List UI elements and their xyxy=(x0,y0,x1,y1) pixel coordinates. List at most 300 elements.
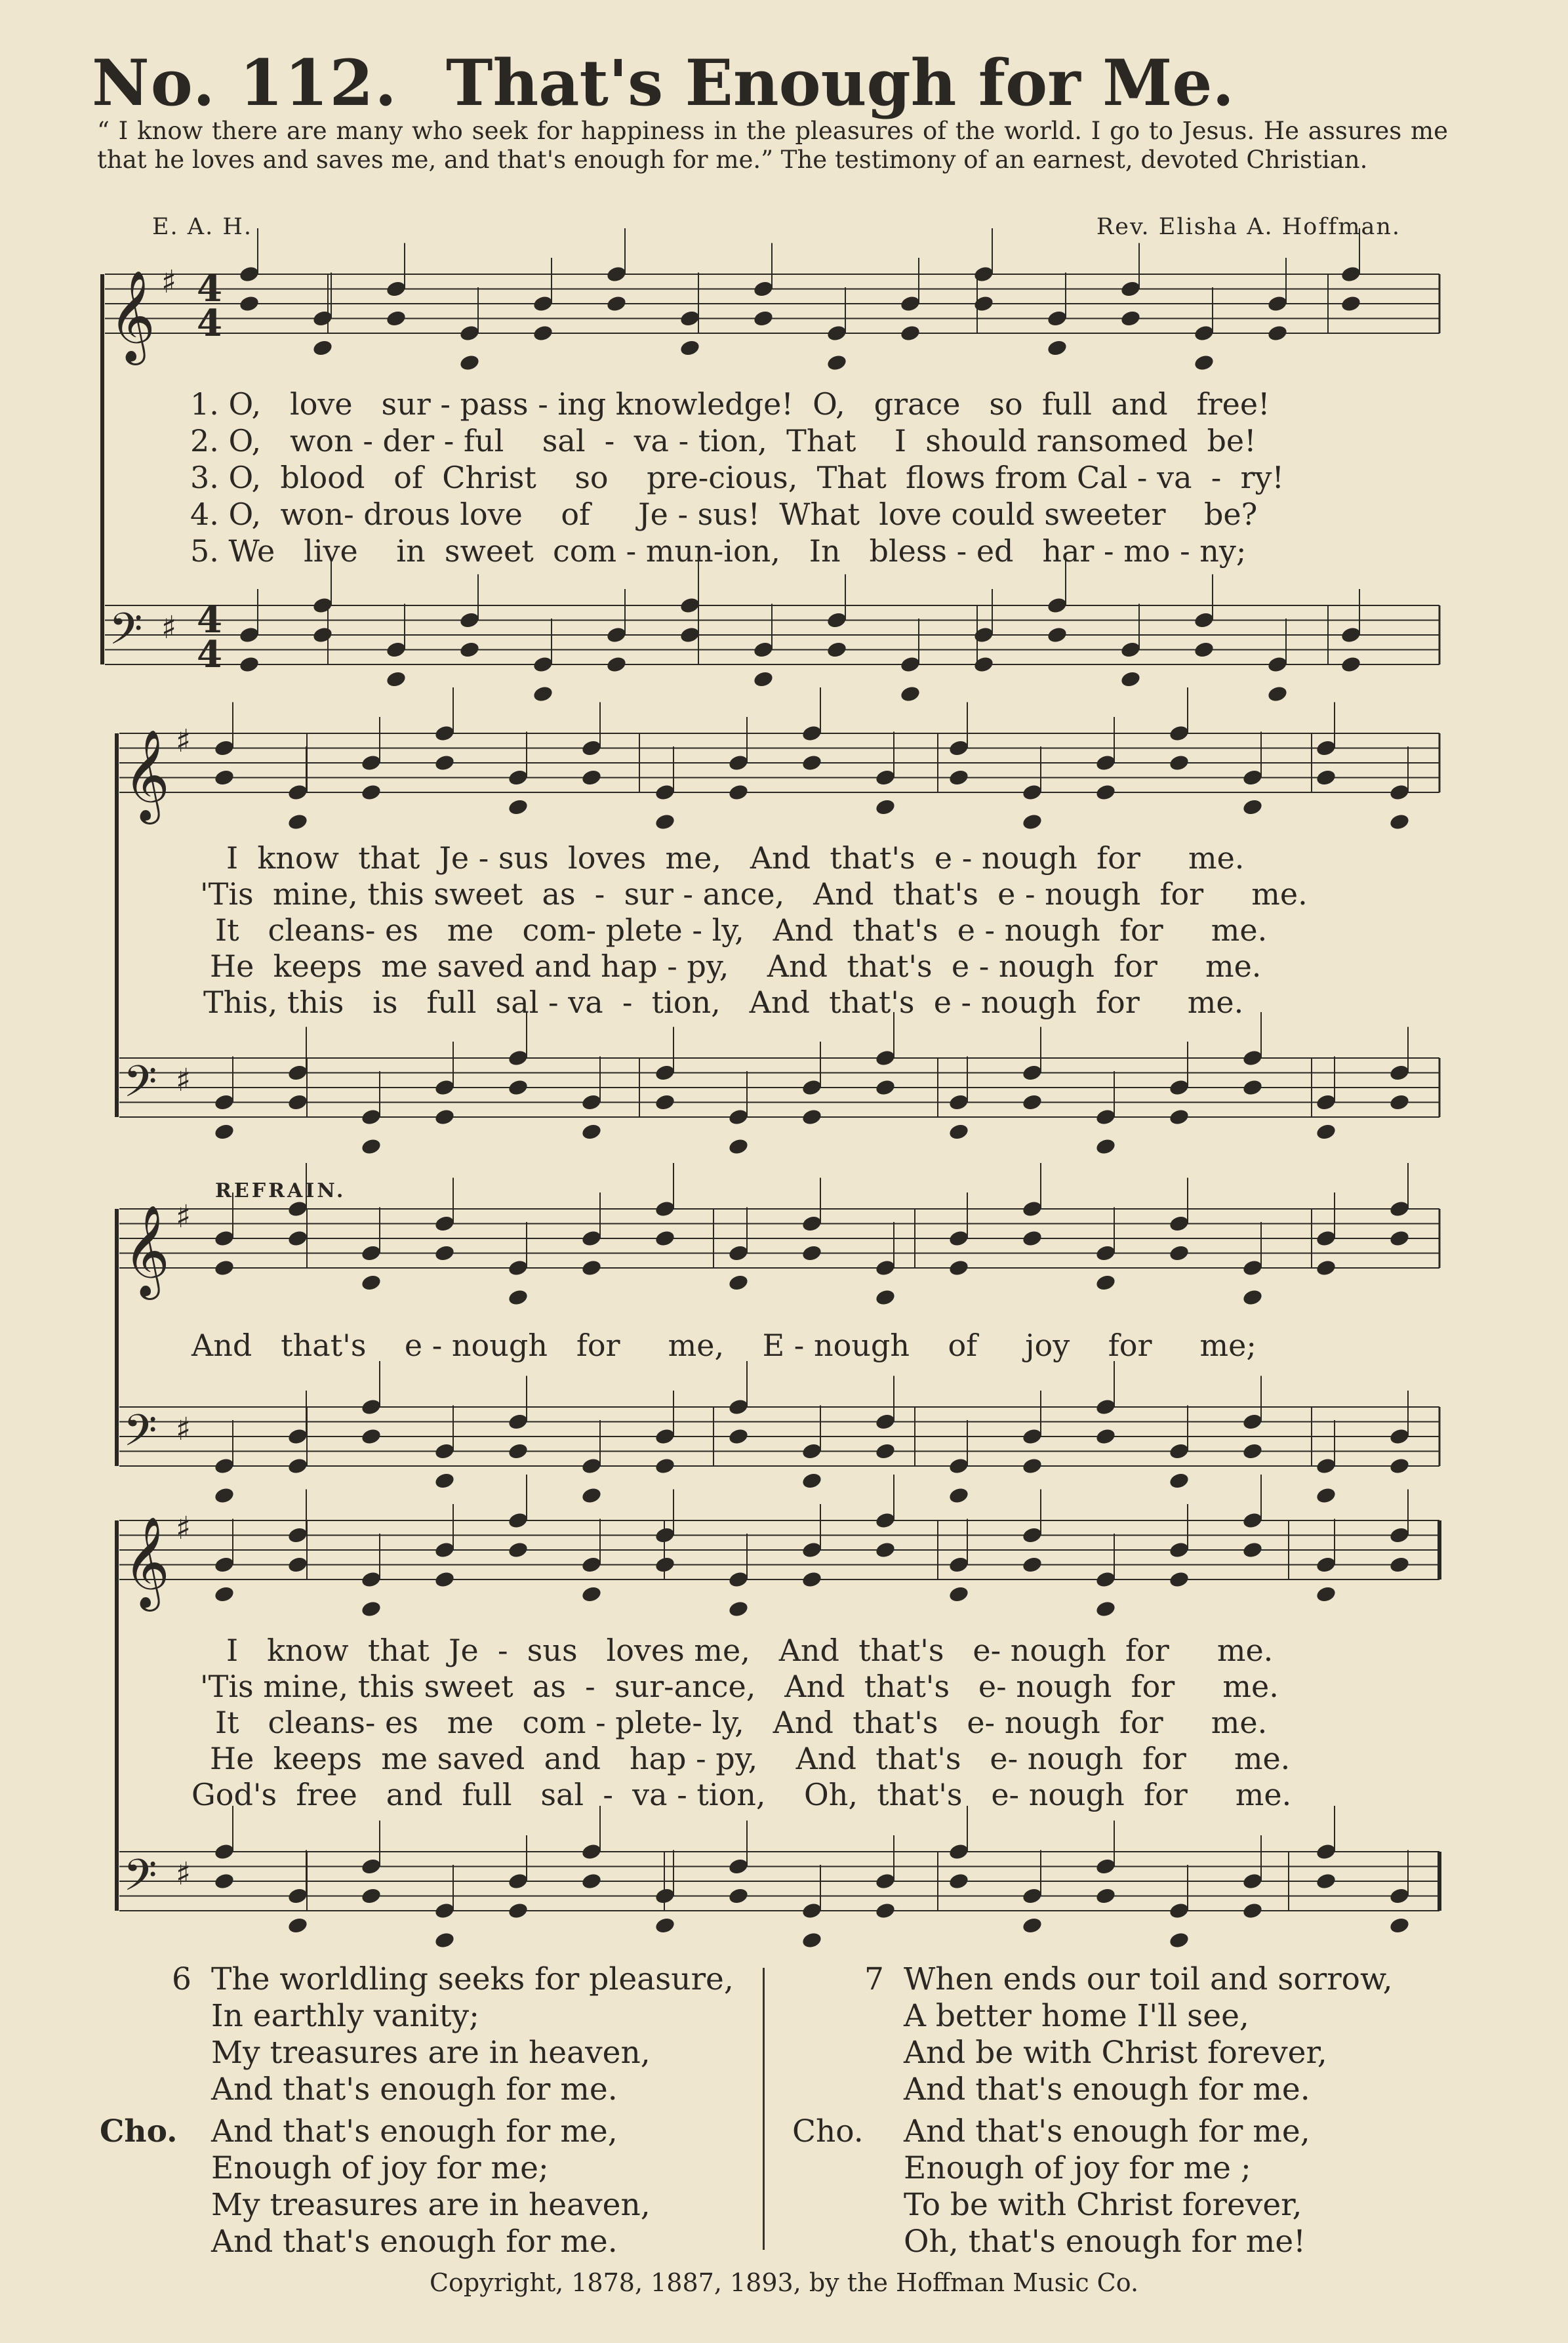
note-head xyxy=(727,1108,749,1126)
note-head xyxy=(1168,1902,1190,1920)
copyright: Copyright, 1878, 1887, 1893, by the Hoffman Music Co. xyxy=(429,2268,1139,2297)
treble-clef-icon: 𝄞 xyxy=(109,270,155,361)
note-head xyxy=(1388,1200,1410,1218)
note-head xyxy=(213,1843,235,1861)
note-head xyxy=(360,1273,382,1292)
note-head xyxy=(1315,1259,1337,1277)
note-head xyxy=(727,1244,749,1262)
stanza-line: And be with Christ forever, xyxy=(904,2035,1327,2071)
note-head xyxy=(312,596,333,615)
note-head xyxy=(1046,309,1068,327)
note-head xyxy=(973,295,994,313)
note-head xyxy=(948,1259,969,1277)
note-head xyxy=(1315,1457,1337,1475)
note-head xyxy=(213,1872,235,1890)
note-head xyxy=(1241,1288,1263,1307)
note-head xyxy=(1021,1886,1043,1905)
bass-clef-icon: 𝄢 xyxy=(123,1056,157,1118)
note-head xyxy=(801,1471,822,1490)
note-head xyxy=(1119,670,1141,688)
note-head xyxy=(287,1093,308,1111)
note-head xyxy=(213,1486,235,1505)
note-head xyxy=(1315,1843,1337,1861)
note-head xyxy=(654,1526,675,1544)
stanza-line: And that's enough for me. xyxy=(211,2071,618,2108)
note-head xyxy=(1119,640,1141,659)
verse-line: This, this is full sal - va - tion, And that's e - nough for me. xyxy=(203,985,1244,1020)
note-head xyxy=(752,279,774,298)
note-head xyxy=(874,768,896,786)
note-head xyxy=(1193,640,1215,659)
note-head xyxy=(874,1511,896,1530)
note-head xyxy=(1266,685,1288,703)
note-head xyxy=(826,611,847,629)
bass-clef-icon: 𝄢 xyxy=(123,1850,157,1911)
note-head xyxy=(507,1541,529,1559)
note-head xyxy=(580,1843,602,1861)
note-head xyxy=(605,626,627,644)
note-head xyxy=(213,739,235,757)
note-head xyxy=(1021,1427,1043,1446)
note-head xyxy=(213,1585,235,1603)
note-head xyxy=(433,1214,455,1233)
note-head xyxy=(1266,324,1288,342)
note-head xyxy=(948,1229,969,1248)
note-head xyxy=(1388,813,1410,831)
note-head xyxy=(580,1259,602,1277)
note-head xyxy=(360,1427,382,1446)
note-head xyxy=(801,1570,822,1589)
note-head xyxy=(654,813,675,831)
note-head xyxy=(287,1555,308,1574)
note-head xyxy=(580,1093,602,1111)
note-head xyxy=(948,1457,969,1475)
note-head xyxy=(238,626,260,644)
note-head xyxy=(1095,1108,1116,1126)
note-head xyxy=(433,724,455,743)
note-head xyxy=(433,1078,455,1097)
note-head xyxy=(458,640,480,659)
note-head xyxy=(287,813,308,831)
note-head xyxy=(1095,1273,1116,1292)
note-head xyxy=(801,724,822,743)
note-head xyxy=(801,1108,822,1126)
note-head xyxy=(801,1442,822,1460)
note-head xyxy=(1168,1214,1190,1233)
stanza-divider xyxy=(763,1968,765,2250)
note-head xyxy=(679,309,700,327)
note-head xyxy=(752,309,774,327)
note-head xyxy=(532,324,553,342)
note-head xyxy=(1095,1398,1116,1416)
note-head xyxy=(360,1600,382,1618)
note-head xyxy=(1315,1555,1337,1574)
note-head xyxy=(727,1398,749,1416)
time-signature-top: 4 xyxy=(197,267,222,310)
bass-clef-icon: 𝄢 xyxy=(109,603,143,665)
chorus-line: Enough of joy for me; xyxy=(211,2150,549,2186)
note-head xyxy=(580,1585,602,1603)
note-head xyxy=(973,265,994,283)
verse-line: He keeps me saved and hap - py, And that's e- nough for me. xyxy=(210,1741,1291,1776)
note-head xyxy=(874,1412,896,1431)
note-head xyxy=(1168,1244,1190,1262)
note-head xyxy=(287,1229,308,1248)
note-head xyxy=(679,338,700,357)
note-head xyxy=(312,309,333,327)
note-head xyxy=(801,1078,822,1097)
note-head xyxy=(948,739,969,757)
note-head xyxy=(948,1585,969,1603)
note-head xyxy=(1241,1049,1263,1067)
note-head xyxy=(826,354,847,372)
stanza-line: A better home I'll see, xyxy=(904,1998,1249,2034)
note-head xyxy=(1388,1093,1410,1111)
time-signature-bottom: 4 xyxy=(197,302,222,345)
note-head xyxy=(752,640,774,659)
note-head xyxy=(727,1273,749,1292)
note-head xyxy=(433,1541,455,1559)
note-head xyxy=(1241,1872,1263,1890)
note-head xyxy=(1168,1931,1190,1949)
note-head xyxy=(213,1555,235,1574)
note-head xyxy=(507,768,529,786)
note-head xyxy=(654,1229,675,1248)
note-head xyxy=(1021,1526,1043,1544)
note-head xyxy=(679,626,700,644)
key-sharp-icon: ♯ xyxy=(161,609,177,646)
note-head xyxy=(580,1486,602,1505)
note-head xyxy=(287,1886,308,1905)
note-head xyxy=(1315,768,1337,786)
note-head xyxy=(433,1570,455,1589)
note-head xyxy=(1241,1078,1263,1097)
note-head xyxy=(1388,783,1410,802)
note-head xyxy=(238,265,260,283)
note-head xyxy=(973,626,994,644)
note-head xyxy=(973,655,994,674)
note-head xyxy=(874,1259,896,1277)
note-head xyxy=(1095,1857,1116,1875)
note-head xyxy=(727,783,749,802)
note-head xyxy=(1388,1457,1410,1475)
note-head xyxy=(1046,626,1068,644)
stanza-number: 6 xyxy=(172,1961,191,1997)
chorus-line: My treasures are in heaven, xyxy=(211,2187,651,2223)
note-head xyxy=(287,1427,308,1446)
note-head xyxy=(507,1288,529,1307)
note-head xyxy=(679,596,700,615)
note-head xyxy=(654,1427,675,1446)
note-head xyxy=(1193,354,1215,372)
note-head xyxy=(948,1555,969,1574)
note-head xyxy=(360,1570,382,1589)
note-head xyxy=(287,1200,308,1218)
note-head xyxy=(1021,1200,1043,1218)
note-head xyxy=(654,1555,675,1574)
note-head xyxy=(1095,1137,1116,1156)
note-head xyxy=(1021,1229,1043,1248)
note-head xyxy=(899,685,921,703)
stanza-7 xyxy=(792,1961,1455,2260)
note-head xyxy=(727,1600,749,1618)
refrain-lyric: And that's e - nough for me, E - nough of joy for me; xyxy=(191,1328,1256,1363)
key-sharp-icon: ♯ xyxy=(176,723,191,760)
note-head xyxy=(801,1541,822,1559)
note-head xyxy=(287,1063,308,1082)
note-head xyxy=(213,1457,235,1475)
note-head xyxy=(1095,1886,1116,1905)
note-head xyxy=(801,754,822,772)
key-sharp-icon: ♯ xyxy=(176,1411,191,1448)
note-head xyxy=(360,1244,382,1262)
stanza-line: When ends our toil and sorrow, xyxy=(904,1961,1393,1997)
note-head xyxy=(1388,1063,1410,1082)
bass-clef-icon: 𝄢 xyxy=(123,1405,157,1467)
note-head xyxy=(433,1244,455,1262)
note-head xyxy=(1241,1259,1263,1277)
note-head xyxy=(213,1259,235,1277)
note-head xyxy=(360,783,382,802)
note-head xyxy=(1193,324,1215,342)
note-head xyxy=(1021,1457,1043,1475)
note-head xyxy=(433,754,455,772)
note-head xyxy=(1266,295,1288,313)
note-head xyxy=(1241,798,1263,816)
chorus-line: And that's enough for me, xyxy=(211,2113,618,2149)
note-head xyxy=(360,1137,382,1156)
note-head xyxy=(654,1916,675,1934)
hymn-title: That's Enough for Me. xyxy=(446,46,1234,120)
verse-line: 2. O, won - der - ful sal - va - tion, That I should ransomed be! xyxy=(190,423,1256,458)
note-head xyxy=(727,1886,749,1905)
note-head xyxy=(948,1843,969,1861)
note-head xyxy=(507,1872,529,1890)
note-head xyxy=(1388,1427,1410,1446)
note-head xyxy=(1315,1122,1337,1141)
note-head xyxy=(1168,1541,1190,1559)
note-head xyxy=(287,1526,308,1544)
note-head xyxy=(605,295,627,313)
note-head xyxy=(580,1555,602,1574)
note-head xyxy=(1095,1600,1116,1618)
verse-line: It cleans- es me com - plete- ly, And that's e- nough for me. xyxy=(215,1705,1268,1740)
note-head xyxy=(654,1886,675,1905)
chorus-line: And that's enough for me. xyxy=(211,2224,618,2260)
note-head xyxy=(507,1442,529,1460)
chorus-line: And that's enough for me, xyxy=(904,2113,1310,2149)
note-head xyxy=(1315,1872,1337,1890)
key-sharp-icon: ♯ xyxy=(176,1198,191,1235)
note-head xyxy=(507,1902,529,1920)
note-head xyxy=(1241,1902,1263,1920)
note-head xyxy=(899,295,921,313)
note-head xyxy=(1266,655,1288,674)
note-head xyxy=(948,1122,969,1141)
note-head xyxy=(213,768,235,786)
note-head xyxy=(727,1137,749,1156)
verse-line: 3. O, blood of Christ so pre-cious, That flows from Cal - va - ry! xyxy=(190,460,1284,495)
note-head xyxy=(874,1541,896,1559)
note-head xyxy=(1315,1585,1337,1603)
chorus-label: Cho. xyxy=(100,2113,178,2149)
note-head xyxy=(605,265,627,283)
time-signature-top: 4 xyxy=(197,598,222,642)
note-head xyxy=(1340,265,1361,283)
note-head xyxy=(1241,1412,1263,1431)
note-head xyxy=(1021,1063,1043,1082)
note-head xyxy=(727,1427,749,1446)
verse-line: 'Tis mine, this sweet as - sur-ance, And that's e- nough for me. xyxy=(200,1669,1279,1704)
note-head xyxy=(948,1486,969,1505)
note-head xyxy=(1388,1229,1410,1248)
verse-line: I know that Je - sus loves me, And that's e- nough for me. xyxy=(226,1633,1274,1668)
note-head xyxy=(948,1872,969,1890)
note-head xyxy=(1241,1541,1263,1559)
note-head xyxy=(238,295,260,313)
note-head xyxy=(1340,655,1361,674)
verse-line: It cleans- es me com- plete - ly, And that's e - nough for me. xyxy=(215,912,1268,948)
note-head xyxy=(580,1122,602,1141)
note-head xyxy=(1388,1555,1410,1574)
note-head xyxy=(433,1931,455,1949)
note-head xyxy=(1168,1442,1190,1460)
note-head xyxy=(385,640,407,659)
note-head xyxy=(752,670,774,688)
treble-clef-icon: 𝄞 xyxy=(123,729,170,821)
note-head xyxy=(433,1442,455,1460)
note-head xyxy=(801,1244,822,1262)
note-head xyxy=(385,279,407,298)
stanza-number: 7 xyxy=(864,1961,884,1997)
note-head xyxy=(213,1093,235,1111)
note-head xyxy=(826,324,847,342)
stanza-line: My treasures are in heaven, xyxy=(211,2035,651,2071)
note-head xyxy=(899,324,921,342)
chorus-line: Enough of joy for me ; xyxy=(904,2150,1251,2186)
note-head xyxy=(385,309,407,327)
note-head xyxy=(1340,626,1361,644)
note-head xyxy=(1388,1886,1410,1905)
note-head xyxy=(654,1093,675,1111)
note-head xyxy=(899,655,921,674)
note-head xyxy=(532,295,553,313)
note-head xyxy=(312,338,333,357)
note-head xyxy=(360,1857,382,1875)
note-head xyxy=(1095,1244,1116,1262)
note-head xyxy=(507,1259,529,1277)
note-head xyxy=(1021,1916,1043,1934)
verse-line: 4. O, won- drous love of Je - sus! What love could sweeter be? xyxy=(190,497,1258,532)
note-head xyxy=(874,1049,896,1067)
note-head xyxy=(1168,724,1190,743)
note-head xyxy=(874,1442,896,1460)
verse-line: 1. O, love sur - pass - ing knowledge! O, grace so full and free! xyxy=(190,386,1270,422)
note-head xyxy=(580,1457,602,1475)
note-head xyxy=(238,655,260,674)
note-head xyxy=(1095,1427,1116,1446)
chorus-label: Cho. xyxy=(792,2113,864,2149)
note-head xyxy=(213,1229,235,1248)
note-head xyxy=(801,1902,822,1920)
note-head xyxy=(948,1093,969,1111)
verse-line: He keeps me saved and hap - py, And that's e - nough for me. xyxy=(210,948,1262,984)
note-head xyxy=(458,354,480,372)
note-head xyxy=(532,685,553,703)
note-head xyxy=(532,655,553,674)
note-head xyxy=(385,670,407,688)
note-head xyxy=(580,739,602,757)
note-head xyxy=(1021,813,1043,831)
words-credit: E. A. H. xyxy=(152,214,252,240)
time-signature-bottom: 4 xyxy=(197,633,222,676)
note-head xyxy=(605,655,627,674)
epigraph: “ I know there are many who seek for happiness in the pleasures of the world. I go to Jesus. He assures me that he loves and saves me, and that's enough for me.” The testimony of an earnest, devoted Christian. xyxy=(97,117,1448,174)
note-head xyxy=(507,1412,529,1431)
note-head xyxy=(507,1511,529,1530)
note-head xyxy=(874,1902,896,1920)
note-head xyxy=(507,1078,529,1097)
note-head xyxy=(1168,1108,1190,1126)
note-head xyxy=(507,798,529,816)
note-head xyxy=(826,640,847,659)
note-head xyxy=(458,611,480,629)
key-sharp-icon: ♯ xyxy=(176,1510,191,1547)
note-head xyxy=(874,1078,896,1097)
note-head xyxy=(1095,754,1116,772)
key-sharp-icon: ♯ xyxy=(176,1062,191,1099)
chorus-line: Oh, that's enough for me! xyxy=(904,2224,1306,2260)
verse-line: I know that Je - sus loves me, And that's e - nough for me. xyxy=(226,840,1245,876)
note-head xyxy=(213,1122,235,1141)
note-head xyxy=(874,1288,896,1307)
note-head xyxy=(654,783,675,802)
note-head xyxy=(287,783,308,802)
note-head xyxy=(433,1108,455,1126)
note-head xyxy=(458,324,480,342)
note-head xyxy=(1340,295,1361,313)
hymn-number: No. 112. xyxy=(92,46,398,120)
note-head xyxy=(580,1872,602,1890)
note-head xyxy=(1021,1555,1043,1574)
note-head xyxy=(1315,1093,1337,1111)
stanza-line: And that's enough for me. xyxy=(904,2071,1310,2108)
note-head xyxy=(1193,611,1215,629)
note-head xyxy=(433,1471,455,1490)
note-head xyxy=(1046,596,1068,615)
chorus-line: To be with Christ forever, xyxy=(904,2187,1302,2223)
treble-clef-icon: 𝄞 xyxy=(123,1517,170,1608)
note-head xyxy=(1388,1526,1410,1544)
treble-clef-icon: 𝄞 xyxy=(123,1205,170,1296)
note-head xyxy=(1021,783,1043,802)
note-head xyxy=(360,1886,382,1905)
note-head xyxy=(948,768,969,786)
note-head xyxy=(1046,338,1068,357)
note-head xyxy=(580,768,602,786)
key-sharp-icon: ♯ xyxy=(176,1856,191,1892)
stanza-line: The worldling seeks for pleasure, xyxy=(211,1961,734,1997)
note-head xyxy=(1168,754,1190,772)
key-sharp-icon: ♯ xyxy=(161,264,177,300)
note-head xyxy=(433,1902,455,1920)
note-head xyxy=(287,1916,308,1934)
note-head xyxy=(1168,1471,1190,1490)
note-head xyxy=(1241,1511,1263,1530)
refrain-label: REFRAIN. xyxy=(215,1179,346,1202)
note-head xyxy=(1388,1916,1410,1934)
note-head xyxy=(1119,309,1141,327)
